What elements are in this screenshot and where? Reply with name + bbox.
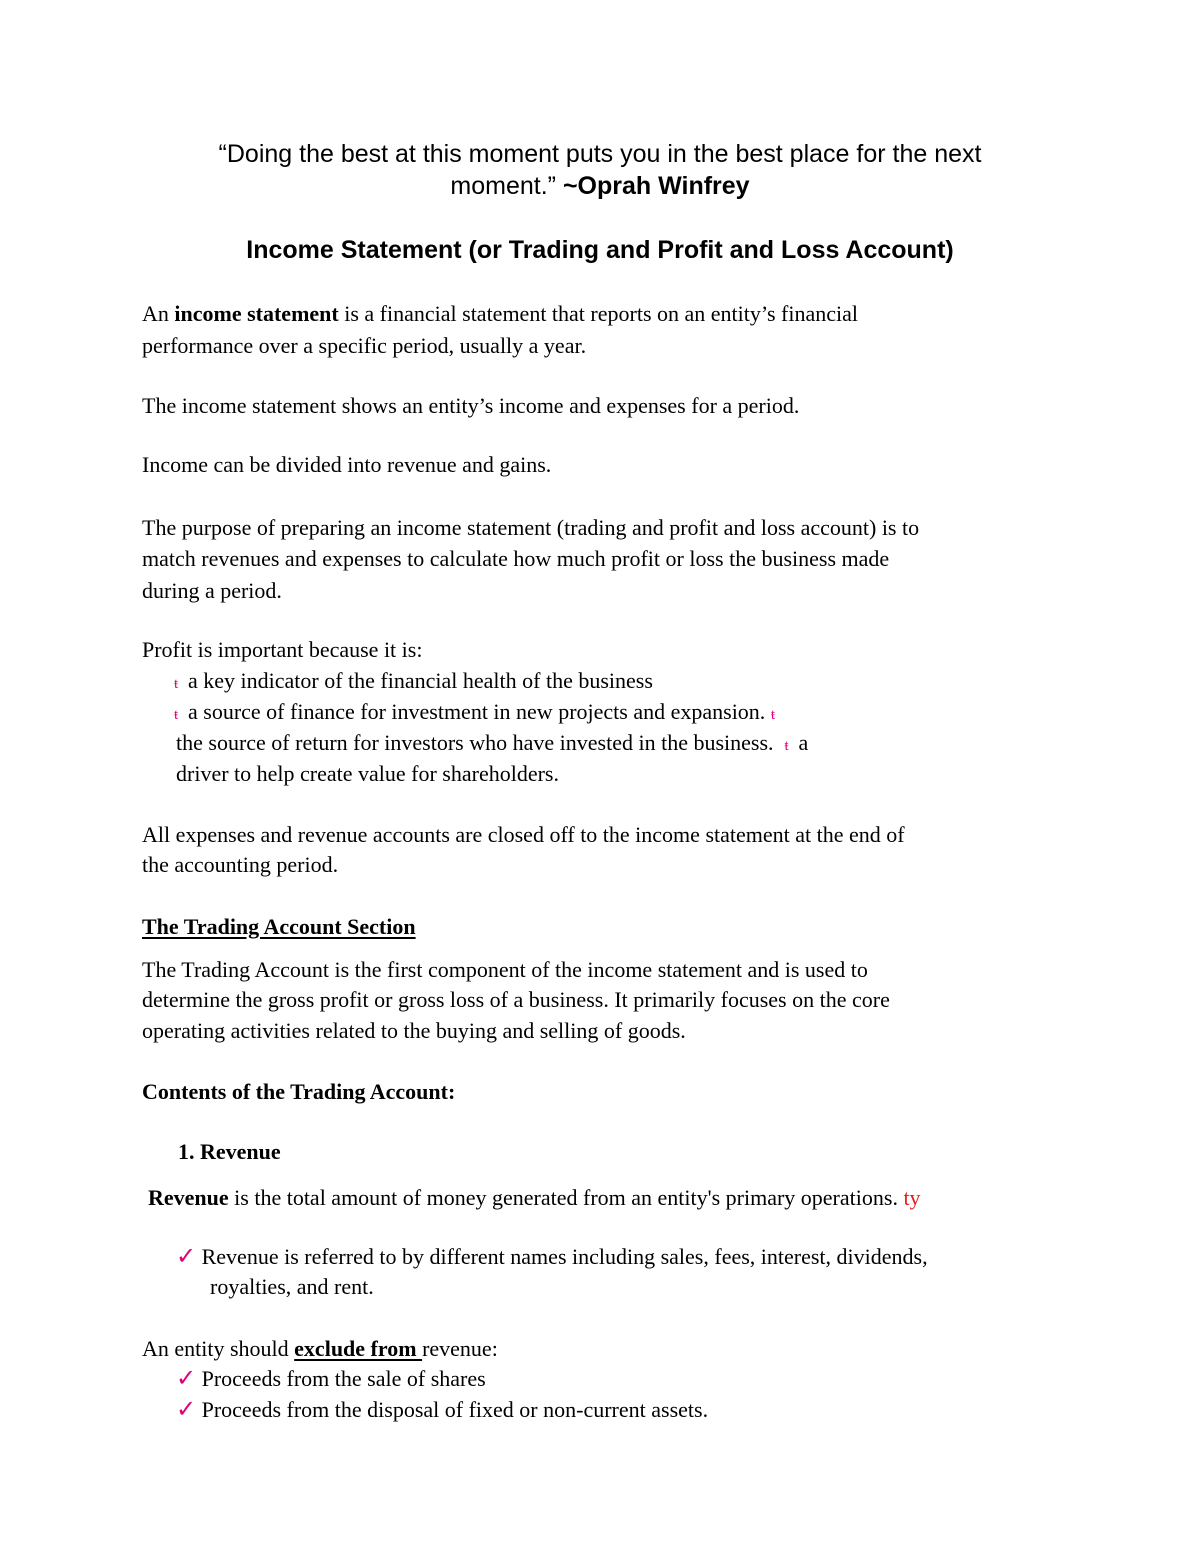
closing-line-2: the accounting period.	[142, 852, 339, 877]
bullet-icon: ŧ	[174, 707, 179, 723]
exclude-item-text: Proceeds from the sale of shares	[201, 1366, 486, 1391]
exclude-term: exclude from	[294, 1336, 423, 1361]
trading-line-1: The Trading Account is the first component of the income statement and is used to	[142, 957, 868, 982]
checkmark-icon: ✓	[176, 1397, 197, 1423]
revenue-def-tail: ty	[903, 1185, 921, 1210]
bullet-icon: ŧ	[174, 676, 179, 692]
revenue-term: Revenue	[148, 1185, 229, 1210]
revenue-names-text: Revenue is referred to by different names including sales, fees, interest, dividends,	[201, 1244, 928, 1269]
profit-bullet-tail: a	[798, 730, 809, 755]
profit-bullet-4: driver to help create value for shareholders.	[176, 761, 559, 786]
quote-author: ~Oprah Winfrey	[562, 172, 750, 200]
revenue-def-text: is the total amount of money generated from an entity's primary operations.	[228, 1185, 904, 1210]
bullet-icon: ŧ	[784, 738, 789, 754]
definition-line-1	[142, 301, 858, 327]
definition-prefix: An	[142, 301, 175, 326]
contents-heading: Contents of the Trading Account:	[142, 1079, 456, 1104]
revenue-definition	[148, 1185, 921, 1211]
bullet-icon: ŧ	[770, 707, 775, 723]
purpose-line-1: The purpose of preparing an income statement (trading and profit and loss account) is to	[142, 515, 920, 540]
page-title: Income Statement (or Trading and Profit and Loss Account)	[246, 236, 954, 264]
quote-line-1: “Doing the best at this moment puts you in the best place for the next	[218, 140, 982, 168]
purpose-line-2: match revenues and expenses to calculate how much profit or loss the business made	[142, 546, 890, 571]
revenue-names-line-2: royalties, and rent.	[210, 1274, 374, 1299]
profit-bullet-2	[174, 699, 785, 725]
profit-bullet-3	[176, 730, 808, 756]
profit-bullet-text: a key indicator of the financial health of the business	[188, 668, 653, 693]
trading-line-2: determine the gross profit or gross loss of a business. It primarily focuses on the core	[142, 987, 890, 1012]
paragraph-income-divided: Income can be divided into revenue and gains.	[142, 452, 552, 477]
definition-term: income statement	[174, 301, 339, 326]
definition-line-2: performance over a specific period, usually a year.	[142, 333, 587, 358]
revenue-heading: 1. Revenue	[178, 1139, 281, 1164]
profit-bullet-text: a source of finance for investment in new projects and expansion.	[188, 699, 766, 724]
definition-rest: is a financial statement that reports on an entity’s financial	[338, 301, 859, 326]
exclude-suffix: revenue:	[422, 1336, 498, 1361]
exclude-prefix: An entity should	[142, 1336, 295, 1361]
quote-text: moment.”	[450, 172, 563, 200]
exclude-item-text: Proceeds from the disposal of fixed or non-current assets.	[201, 1397, 709, 1422]
exclude-item-1	[176, 1364, 486, 1393]
profit-intro: Profit is important because it is:	[142, 637, 423, 662]
profit-bullet-1	[174, 668, 653, 694]
revenue-names-line-1	[176, 1242, 928, 1271]
purpose-line-3: during a period.	[142, 578, 282, 603]
profit-bullet-text: the source of return for investors who have invested in the business.	[176, 730, 774, 755]
checkmark-icon: ✓	[176, 1244, 197, 1270]
exclude-intro	[142, 1336, 498, 1362]
exclude-item-2	[176, 1395, 708, 1424]
paragraph-income-shows: The income statement shows an entity’s income and expenses for a period.	[142, 393, 800, 418]
quote-line-2	[0, 172, 1200, 201]
trading-line-3: operating activities related to the buying and selling of goods.	[142, 1018, 686, 1043]
section-heading-trading: The Trading Account Section	[142, 914, 416, 939]
closing-line-1: All expenses and revenue accounts are closed off to the income statement at the end of	[142, 822, 905, 847]
checkmark-icon: ✓	[176, 1366, 197, 1392]
